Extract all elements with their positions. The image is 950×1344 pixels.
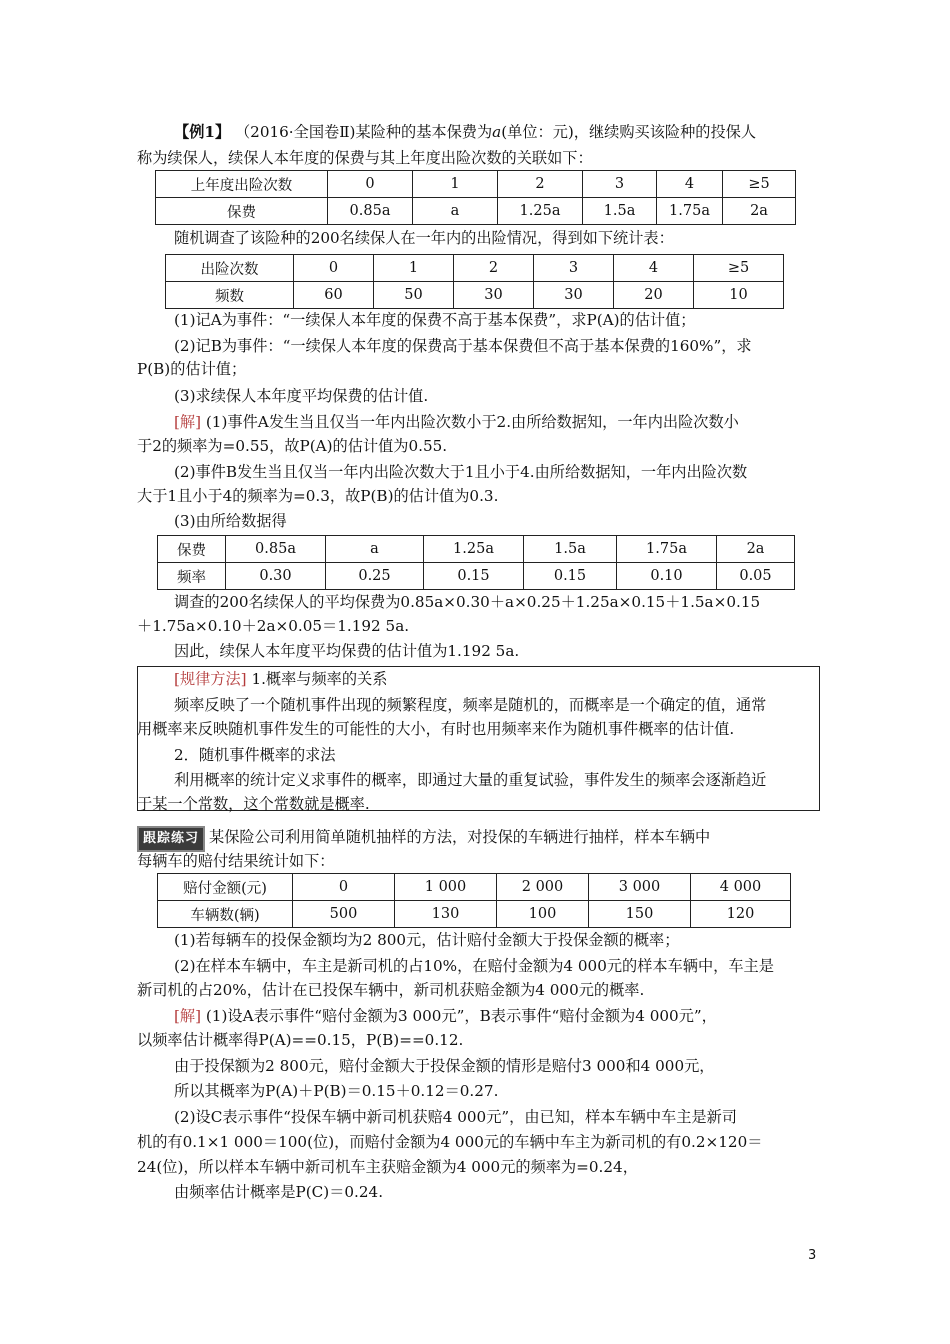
table-cell: 0.85a [226, 536, 326, 563]
table-cell: 150 [589, 901, 691, 928]
average-line2: ＋1.75a×0.10＋2a×0.05＝1.192 5a. [137, 617, 410, 635]
practice-solution-line8: 由频率估计概率是P(C)＝0.24. [174, 1183, 384, 1201]
table-cell: 4 [657, 171, 723, 198]
table-cell: 20 [614, 282, 694, 309]
table-cell: 1.75a [617, 536, 717, 563]
table-cell: 频数 [166, 282, 294, 309]
table-row [156, 171, 796, 198]
table-cell: 30 [534, 282, 614, 309]
table-cell: 3 000 [589, 874, 691, 901]
practice-line1 [137, 826, 710, 852]
table-row [158, 536, 795, 563]
table-cell: 50 [374, 282, 454, 309]
table-row [166, 255, 784, 282]
question-2-cont: P(B)的估计值； [137, 360, 247, 378]
table-cell: 2a [723, 198, 796, 225]
table-cell: 车辆数(辆) [158, 901, 293, 928]
question-2: (2)记B为事件：“一续保人本年度的保费高于基本保费但不高于基本保费的160%”，求 [174, 337, 752, 355]
table-cell: 4 000 [691, 874, 791, 901]
table-cell: 0.05 [717, 563, 795, 590]
frequency-table [165, 254, 784, 309]
practice-solution-line5: (2)设C表示事件“投保车辆中新司机获赔4 000元”，由已知，样本车辆中车主是新司 [174, 1108, 737, 1126]
method-paragraph-1b: 用概率来反映随机事件发生的可能性的大小，有时也用频率来作为随机事件概率的估计值. [137, 720, 735, 738]
table-cell: 1.5a [583, 198, 657, 225]
table-row [158, 901, 791, 928]
practice-question-1: (1)若每辆车的投保金额均为2 800元，估计赔付金额大于投保金额的概率； [174, 931, 680, 949]
table-cell: 出险次数 [166, 255, 294, 282]
table-cell: 100 [497, 901, 589, 928]
practice-solution-line6: 机的有0.1×1 000＝100(位)，而赔付金额为4 000元的车辆中车主为新司机的有0.2×120＝ [137, 1133, 763, 1151]
table-cell: 0 [294, 255, 374, 282]
table-cell: 0.85a [328, 198, 413, 225]
practice-solution-line3: 由于投保额为2 800元，赔付金额大于投保金额的情形是赔付3 000和4 000元， [174, 1057, 715, 1075]
table-cell: 0 [328, 171, 413, 198]
question-3: (3)求续保人本年度平均保费的估计值. [174, 387, 429, 405]
example-label: 【例1】 [174, 123, 231, 141]
table-row [158, 563, 795, 590]
table-cell: 130 [395, 901, 497, 928]
table-cell: ≥5 [723, 171, 796, 198]
table-cell: 0.15 [424, 563, 524, 590]
table-cell: 0 [293, 874, 395, 901]
method-title-2: 2．随机事件概率的求法 [174, 746, 336, 764]
premium-frequency-table [157, 535, 795, 590]
table-row [156, 198, 796, 225]
solution-3-line: (3)由所给数据得 [174, 512, 287, 530]
table-cell: 1 [413, 171, 498, 198]
table-row [158, 874, 791, 901]
average-conclusion: 因此，续保人本年度平均保费的估计值为1.192 5a. [174, 642, 520, 660]
claims-table [157, 873, 791, 928]
table-cell: 赔付金额(元) [158, 874, 293, 901]
practice-solution-line1 [174, 1006, 717, 1026]
table-cell: 1.25a [424, 536, 524, 563]
premium-table [155, 170, 796, 225]
question-1: (1)记A为事件：“一续保人本年度的保费不高于基本保费”，求P(A)的估计值； [174, 311, 696, 329]
table-cell: 上年度出险次数 [156, 171, 328, 198]
practice-question-2: (2)在样本车辆中，车主是新司机的占10%，在赔付金额为4 000元的样本车辆中，车主是 [174, 957, 774, 975]
solution-label: [解] [174, 1007, 202, 1025]
table-cell: 0.25 [326, 563, 424, 590]
table-cell: 0.15 [524, 563, 617, 590]
practice-solution-line7: 24(位)，所以样本车辆中新司机车主获赔金额为4 000元的频率为=0.24， [137, 1158, 638, 1176]
practice-question-2-cont: 新司机的占20%，估计在已投保车辆中，新司机获赔金额为4 000元的概率. [137, 981, 645, 999]
method-title-1: 1.概率与频率的关系 [251, 670, 388, 688]
table-cell: 500 [293, 901, 395, 928]
table-cell: 1 [374, 255, 454, 282]
page-number: 3 [808, 1248, 817, 1263]
practice-line2: 每辆车的赔付结果统计如下： [137, 852, 335, 870]
table-cell: a [413, 198, 498, 225]
table-cell: 保费 [158, 536, 226, 563]
method-paragraph-2a: 利用概率的统计定义求事件的概率，即通过大量的重复试验，事件发生的频率会逐渐趋近 [174, 771, 767, 789]
table-cell: 3 [534, 255, 614, 282]
method-paragraph-2b: 于某一个常数，这个常数就是概率. [137, 795, 370, 813]
solution-label: [解] [174, 413, 202, 431]
table-cell: 4 [614, 255, 694, 282]
table-cell: a [326, 536, 424, 563]
practice-text: 某保险公司利用简单随机抽样的方法，对投保的车辆进行抽样，样本车辆中 [209, 828, 711, 846]
survey-text: 随机调查了该险种的200名续保人在一年内的出险情况，得到如下统计表： [174, 229, 674, 247]
practice-solution-line4: 所以其概率为P(A)＋P(B)＝0.15＋0.12＝0.27. [174, 1082, 499, 1100]
table-cell: 60 [294, 282, 374, 309]
table-cell: 1.25a [498, 198, 583, 225]
table-cell: 120 [691, 901, 791, 928]
table-cell: 10 [694, 282, 784, 309]
table-cell: 1.75a [657, 198, 723, 225]
example-text-line2: 称为续保人，续保人本年度的保费与其上年度出险次数的关联如下： [137, 149, 593, 167]
solution-2-line1: (2)事件B发生当且仅当一年内出险次数大于1且小于4.由所给数据知，一年内出险次数 [174, 463, 748, 481]
table-cell: 0.30 [226, 563, 326, 590]
solution-1-line1 [174, 412, 739, 432]
table-cell: ≥5 [694, 255, 784, 282]
solution-1-line2: 于2的频率为=0.55，故P(A)的估计值为0.55. [137, 437, 448, 455]
example-text: (单位：元)，继续购买该险种的投保人 [501, 123, 757, 141]
table-cell: 2a [717, 536, 795, 563]
example-source: （2016·全国卷Ⅱ)某险种的基本保费为 [234, 123, 493, 141]
solution-2-line2: 大于1且小于4的频率为=0.3，故P(B)的估计值为0.3. [137, 487, 499, 505]
table-cell: 保费 [156, 198, 328, 225]
table-cell: 2 [454, 255, 534, 282]
solution-text: (1)事件A发生当且仅当一年内出险次数小于2.由所给数据知，一年内出险次数小 [205, 413, 739, 431]
table-cell: 0.10 [617, 563, 717, 590]
table-cell: 1 000 [395, 874, 497, 901]
table-row [166, 282, 784, 309]
table-cell: 1.5a [524, 536, 617, 563]
table-cell: 频率 [158, 563, 226, 590]
solution-text: (1)设A表示事件“赔付金额为3 000元”，B表示事件“赔付金额为4 000元”， [205, 1007, 717, 1025]
practice-tag: 跟踪练习 [137, 826, 205, 852]
method-title-line [174, 669, 387, 689]
table-cell: 2 [498, 171, 583, 198]
table-cell: 30 [454, 282, 534, 309]
average-line1: 调查的200名续保人的平均保费为0.85a×0.30＋a×0.25＋1.25a×0.15＋1.5a×0.15 [174, 593, 761, 611]
table-cell: 2 000 [497, 874, 589, 901]
practice-solution-line2: 以频率估计概率得P(A)==0.15，P(B)==0.12. [137, 1031, 464, 1049]
method-label: [规律方法] [174, 670, 247, 688]
example-heading-line [174, 122, 756, 142]
method-paragraph-1a: 频率反映了一个随机事件出现的频繁程度，频率是随机的，而概率是一个确定的值，通常 [174, 696, 767, 714]
variable-a: a [492, 123, 502, 141]
table-cell: 3 [583, 171, 657, 198]
